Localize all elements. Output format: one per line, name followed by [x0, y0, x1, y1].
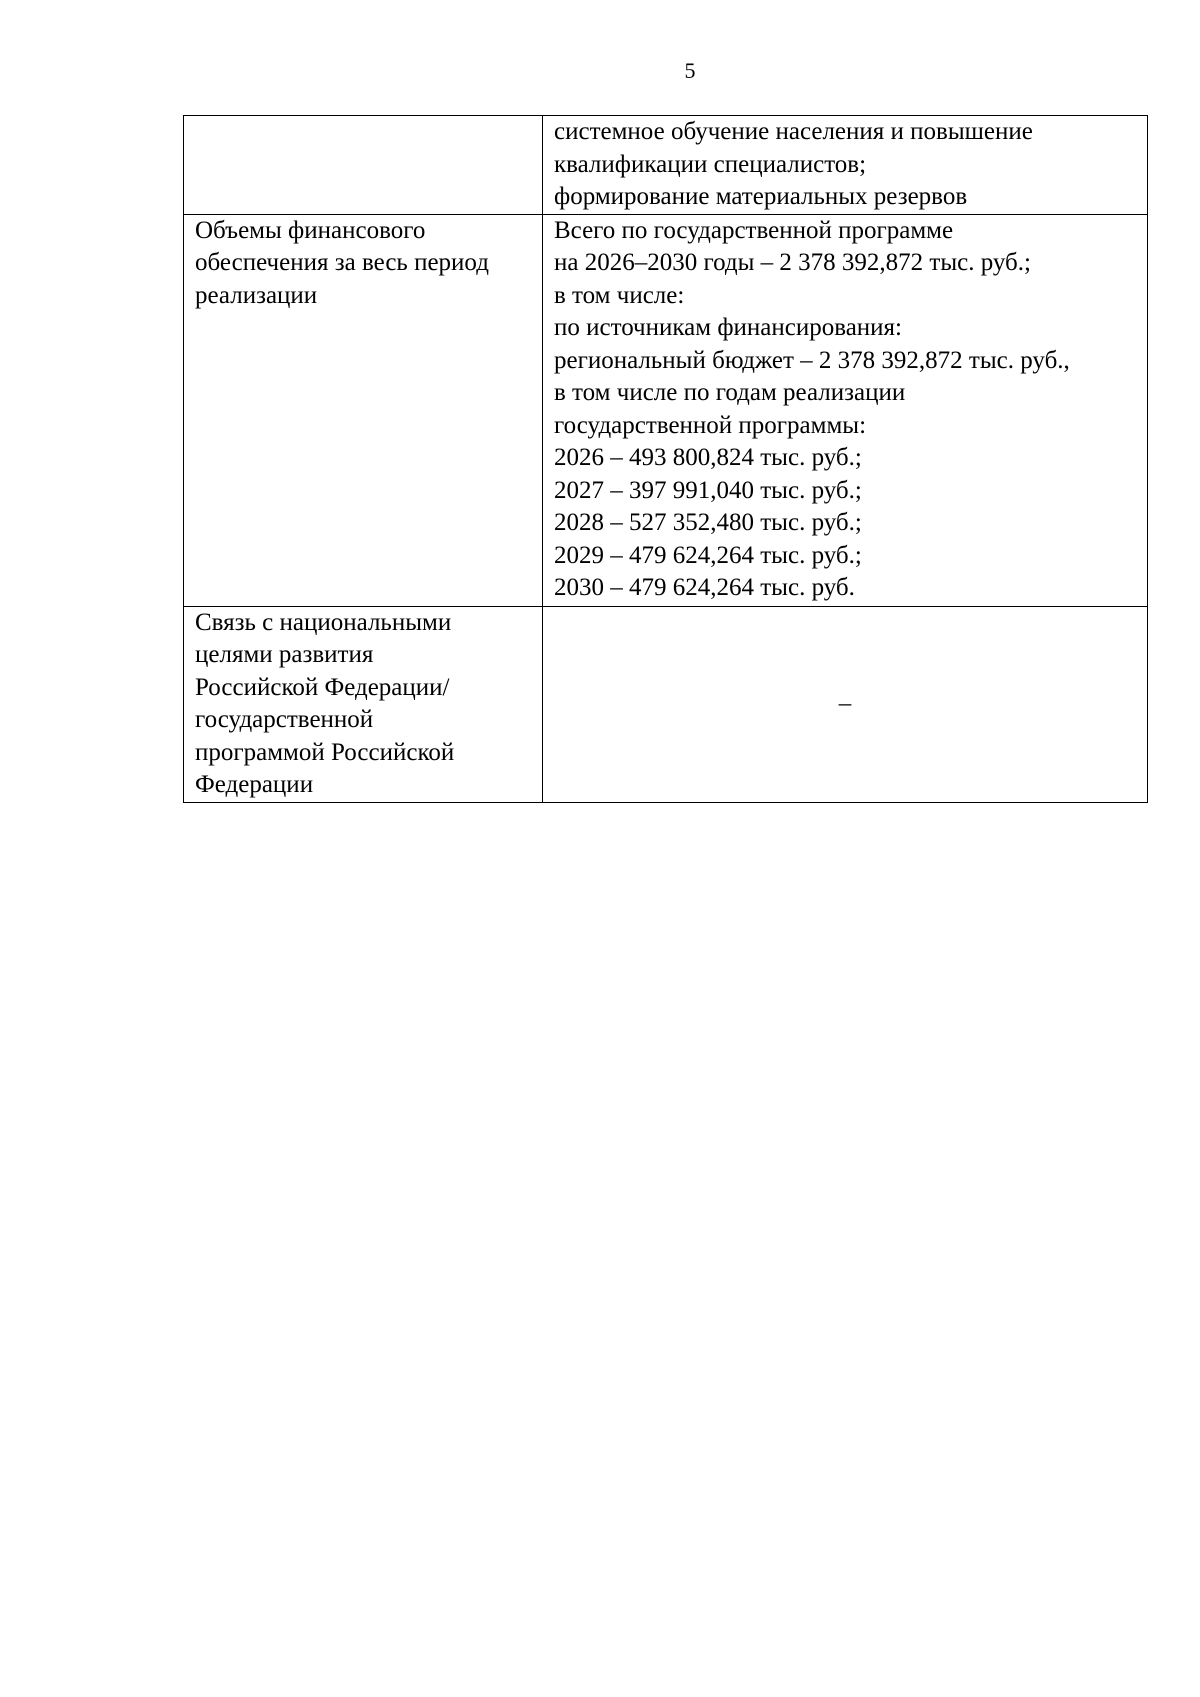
row1-left-cell: [184, 116, 543, 215]
passport-table: [183, 115, 1148, 803]
funding-text-line: в том числе по годам реализации: [554, 379, 906, 406]
funding-label-line: Объемы финансового: [195, 216, 426, 244]
funding-text-line: Всего по государственной программе: [554, 216, 954, 244]
funding-label-line: реализации: [195, 281, 318, 309]
national-goals-label-line: государственной: [195, 706, 374, 733]
national-goals-label-line: Федерации: [195, 771, 314, 798]
row1-text-line: формирование материальных резервов: [554, 183, 968, 210]
national-goals-label-line: целями развития: [195, 641, 374, 668]
funding-label-cell: [184, 214, 543, 606]
funding-text-line: в том числе:: [554, 281, 685, 309]
funding-text-line: региональный бюджет – 2 378 392,872 тыс. руб.,: [554, 346, 1070, 374]
funding-year-line: 2026 – 493 800,824 тыс. руб.;: [554, 444, 862, 471]
national-goals-label-line: Российской Федерации/: [195, 673, 450, 701]
funding-year-line: 2029 – 479 624,264 тыс. руб.;: [554, 541, 862, 569]
dash-value: –: [838, 689, 852, 717]
national-goals-label-line: Связь с национальными: [195, 608, 452, 636]
funding-value-cell: [543, 214, 1148, 606]
funding-year-line: 2030 – 479 624,264 тыс. руб.: [554, 574, 855, 601]
table-row: [184, 214, 1148, 606]
national-goals-label-line: программой Российской: [195, 738, 455, 766]
row1-text-line: системное обучение населения и повышение: [554, 118, 1033, 145]
funding-text-line: по источникам финансирования:: [554, 314, 902, 341]
funding-year-line: 2028 – 527 352,480 тыс. руб.;: [554, 509, 862, 536]
national-goals-value-cell: [543, 606, 1148, 802]
row1-text-line: квалификации специалистов;: [554, 150, 867, 178]
national-goals-label-cell: [184, 606, 543, 802]
table-row: [184, 606, 1148, 802]
row1-right-cell: [543, 116, 1148, 215]
page-number: 5: [684, 58, 696, 83]
funding-text-line: государственной программы:: [554, 411, 867, 439]
funding-label-line: обеспечения за весь период: [195, 249, 489, 276]
funding-text-line: на 2026–2030 годы – 2 378 392,872 тыс. руб.;: [554, 249, 1031, 276]
table-row: [184, 116, 1148, 215]
funding-year-line: 2027 – 397 991,040 тыс. руб.;: [554, 476, 862, 504]
